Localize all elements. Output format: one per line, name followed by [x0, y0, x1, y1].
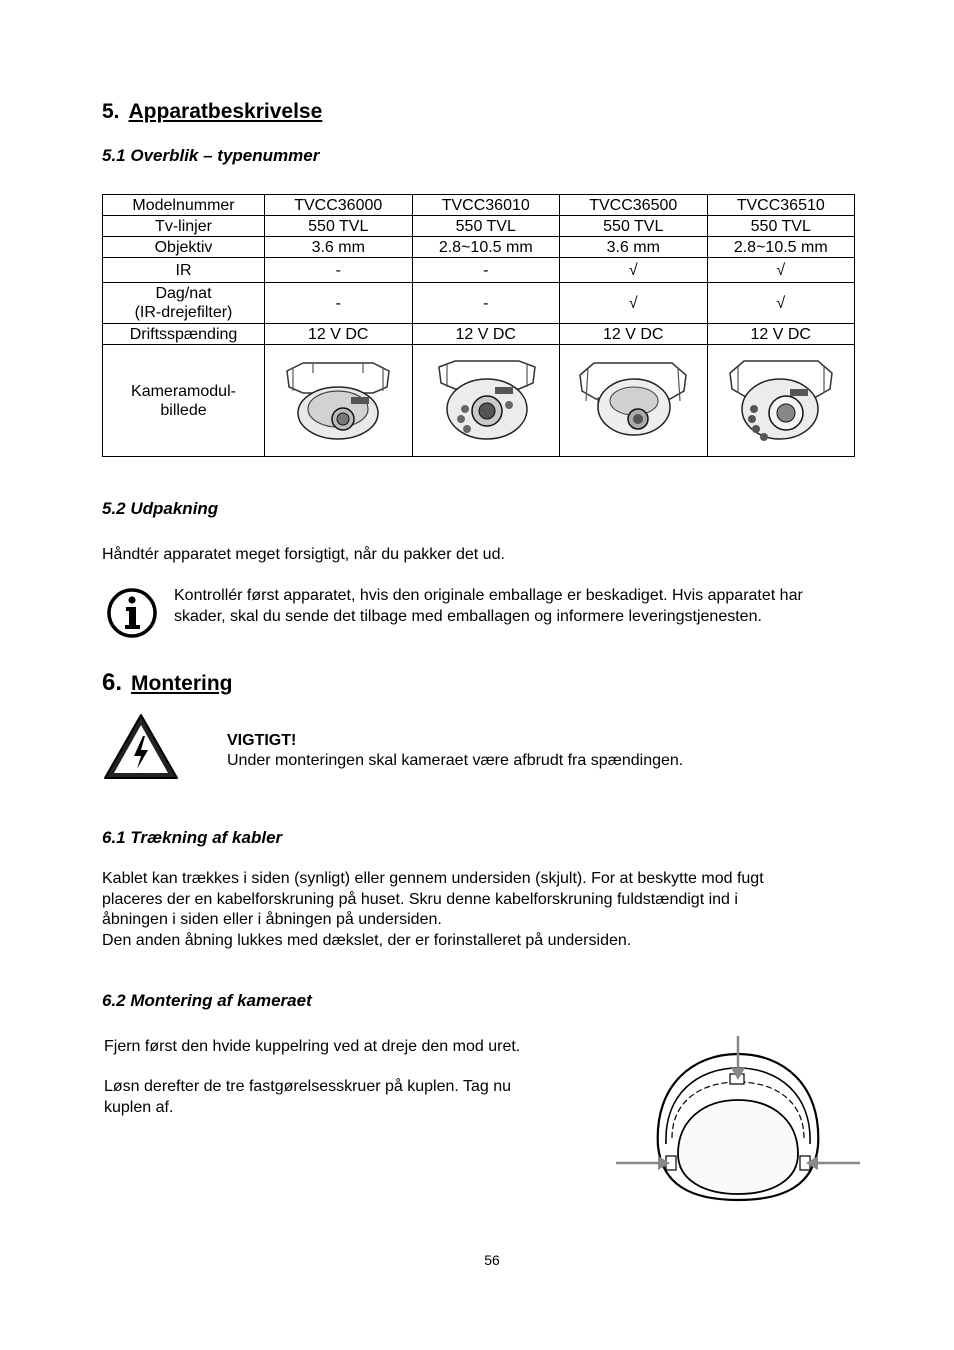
paragraph-line: åbningen i siden eller i åbningen på undersiden. [102, 911, 442, 928]
table-row [103, 216, 855, 237]
camera-module-image [421, 353, 551, 449]
table-cell: - [265, 258, 413, 283]
row-label-line: Dag/nat [155, 285, 212, 302]
table-header-cell: Modelnummer [103, 195, 265, 216]
paragraph-line: Kablet kan trækkes i siden (synligt) eller gennem undersiden (skjult). For at beskytte mod fugt [102, 870, 764, 887]
warning-title: VIGTIGT! [227, 732, 297, 749]
section-6-1-title: 6.1 Trækning af kabler [102, 828, 283, 847]
section-5-number: 5. [102, 100, 120, 123]
paragraph-line: kuplen af. [104, 1098, 174, 1116]
note-line: Kontrollér først apparatet, hvis den originale emballage er beskadiget. Hvis apparatet har [174, 587, 803, 604]
info-icon [106, 587, 158, 639]
section-5-title: Apparatbeskrivelse [128, 100, 323, 123]
table-cell: - [412, 258, 560, 283]
camera-module-image [273, 353, 403, 449]
table-cell: √ [707, 283, 855, 324]
cable-paragraph [102, 869, 862, 951]
section-6-title: Montering [131, 672, 233, 695]
table-cell: - [265, 283, 413, 324]
paragraph-line: Den anden åbning lukkes med dækslet, der er forinstalleret på undersiden. [102, 931, 632, 949]
table-header-row [103, 195, 855, 216]
row-label-line: Kameramodul- [131, 382, 236, 400]
table-header-cell: TVCC36010 [412, 195, 560, 216]
section-6-number: 6. [102, 669, 123, 696]
table-cell: √ [560, 283, 708, 324]
section-5-1-title: 5.1 Overblik – typenummer [102, 146, 320, 165]
unpacking-intro: Håndtér apparatet meget forsigtigt, når du pakker det ud. [102, 546, 505, 563]
camera-image-cell [560, 345, 708, 457]
section-6-heading [102, 669, 233, 697]
row-label: Driftsspænding [103, 324, 265, 345]
table-cell: 3.6 mm [560, 237, 708, 258]
row-label [103, 283, 265, 324]
warning-text: Under monteringen skal kameraet være afbrudt fra spændingen. [227, 752, 684, 769]
table-cell: 12 V DC [265, 324, 413, 345]
row-label: Tv-linjer [103, 216, 265, 237]
mount-step-2 [104, 1077, 511, 1118]
dome-camera-illustration [614, 1034, 862, 1204]
mount-step-1: Fjern først den hvide kuppelring ved at dreje den mod uret. [104, 1038, 521, 1055]
table-cell: 550 TVL [560, 216, 708, 237]
table-cell: 550 TVL [707, 216, 855, 237]
section-5-2-title: 5.2 Udpakning [102, 499, 219, 518]
row-label-line: billede [160, 401, 207, 419]
unpacking-note [174, 586, 874, 627]
paragraph-line: placeres der en kabelforskruning på huset. Skru denne kabelforskruning fuldstændigt ind i [102, 890, 738, 908]
table-cell: 12 V DC [560, 324, 708, 345]
table-header-cell: TVCC36500 [560, 195, 708, 216]
table-header-cell: TVCC36510 [707, 195, 855, 216]
table-cell: 3.6 mm [265, 237, 413, 258]
table-cell: - [412, 283, 560, 324]
section-5-heading [102, 100, 322, 124]
table-image-row [103, 345, 855, 457]
row-label [103, 345, 265, 457]
model-spec-table [102, 194, 855, 457]
table-cell: 550 TVL [265, 216, 413, 237]
table-cell: 2.8~10.5 mm [707, 237, 855, 258]
table-row [103, 237, 855, 258]
note-line: skader, skal du sende det tilbage med emballagen og informere leveringstjenesten. [174, 607, 762, 625]
camera-image-cell [265, 345, 413, 457]
table-row [103, 283, 855, 324]
section-6-2-title: 6.2 Montering af kameraet [102, 991, 312, 1010]
camera-image-cell [412, 345, 560, 457]
camera-image-cell [707, 345, 855, 457]
row-label-line: (IR-drejefilter) [134, 304, 233, 321]
row-label: Objektiv [103, 237, 265, 258]
table-cell: √ [560, 258, 708, 283]
camera-module-image [568, 353, 698, 449]
table-cell: 2.8~10.5 mm [412, 237, 560, 258]
table-row [103, 324, 855, 345]
table-row [103, 258, 855, 283]
table-cell: 12 V DC [412, 324, 560, 345]
high-voltage-warning-icon [102, 712, 180, 782]
paragraph-line: Løsn derefter de tre fastgørelsesskruer på kuplen. Tag nu [104, 1078, 512, 1095]
table-header-cell: TVCC36000 [265, 195, 413, 216]
table-cell: √ [707, 258, 855, 283]
camera-module-image [716, 353, 846, 449]
page-number: 56 [484, 1252, 500, 1268]
table-cell: 12 V DC [707, 324, 855, 345]
table-cell: 550 TVL [412, 216, 560, 237]
row-label: IR [103, 258, 265, 283]
